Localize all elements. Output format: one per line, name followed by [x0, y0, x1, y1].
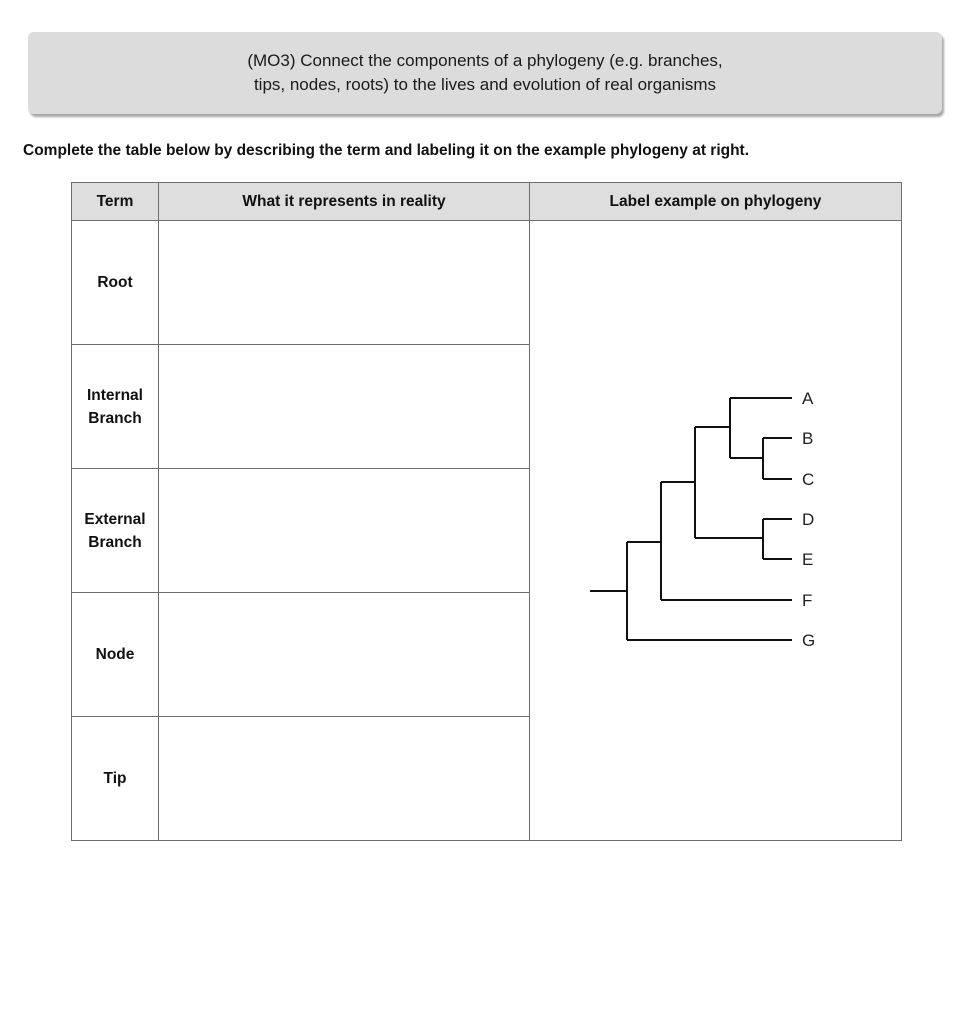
- term-label: Tip: [103, 770, 127, 787]
- tip-label-g: G: [802, 631, 816, 650]
- term-label: Branch: [88, 533, 142, 551]
- term-label: Branch: [88, 409, 142, 427]
- term-cell: [72, 593, 159, 717]
- answer-cell-tip[interactable]: [159, 717, 530, 841]
- answer-cell-external-branch[interactable]: [159, 469, 530, 593]
- table-row: [72, 221, 902, 345]
- term-cell: [72, 345, 159, 469]
- objective-line-1: (MO3) Connect the components of a phylogeny (e.g. branches,: [247, 51, 723, 70]
- tip-label-f: F: [802, 591, 813, 610]
- term-label: Root: [97, 274, 133, 291]
- term-cell: [72, 469, 159, 593]
- worksheet-table: [71, 182, 902, 841]
- term-label: Internal: [87, 386, 143, 404]
- term-cell: [72, 221, 159, 345]
- answer-cell-internal-branch[interactable]: [159, 345, 530, 469]
- tip-label-b: B: [802, 429, 814, 448]
- term-cell: [72, 717, 159, 841]
- term-label: External: [84, 510, 146, 528]
- term-label: Node: [95, 646, 135, 663]
- header-term: Term: [72, 183, 159, 221]
- phylogeny-cell[interactable]: [530, 221, 902, 841]
- instructions: Complete the table below by describing the term and labeling it on the example phylogeny at right.: [23, 142, 750, 159]
- tree-branches: [590, 398, 792, 640]
- objective-line-2: tips, nodes, roots) to the lives and evolution of real organisms: [253, 75, 717, 94]
- answer-cell-root[interactable]: [159, 221, 530, 345]
- tip-label-c: C: [802, 470, 815, 489]
- objective-box: [28, 32, 942, 114]
- tip-label-a: A: [802, 389, 814, 408]
- tip-label-d: D: [802, 510, 815, 529]
- phylogeny-tree: [530, 221, 902, 843]
- header-row: [72, 183, 902, 221]
- answer-cell-node[interactable]: [159, 593, 530, 717]
- header-label: Label example on phylogeny: [530, 183, 902, 221]
- objective-text: [247, 49, 722, 97]
- header-reality: What it represents in reality: [159, 183, 530, 221]
- tip-label-e: E: [802, 550, 814, 569]
